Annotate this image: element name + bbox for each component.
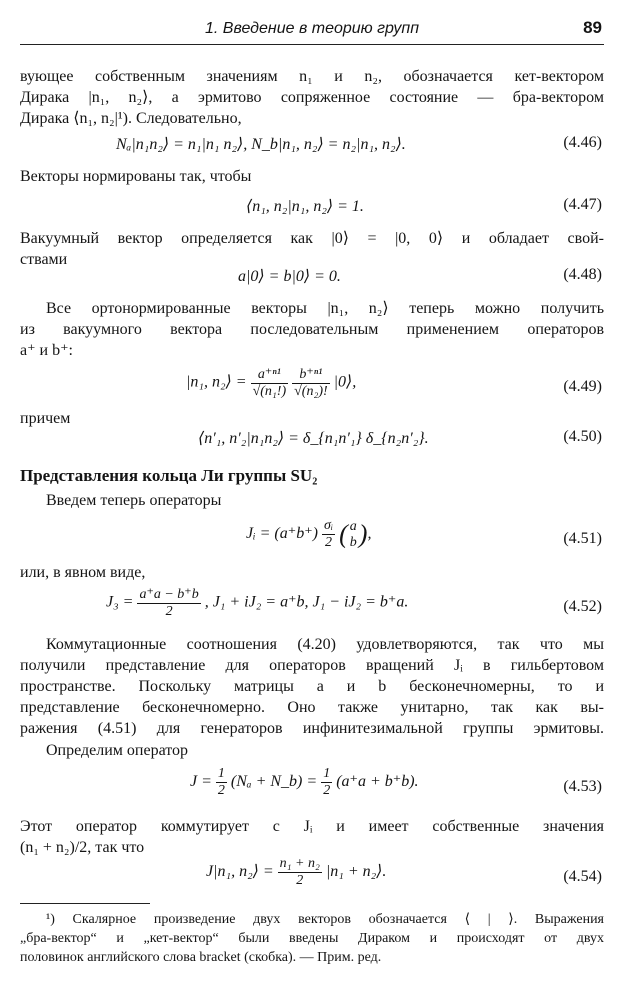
equation-number: (4.51)	[563, 530, 602, 547]
equation-body: ⟨n₁, n₂|n₁, n₂⟩ = 1.	[246, 198, 364, 215]
paragraph-1	[20, 66, 604, 129]
fraction-numerator: 1	[217, 766, 225, 781]
fraction	[321, 766, 332, 799]
equation-number: (4.50)	[563, 428, 602, 445]
equation-body	[246, 518, 371, 551]
text-line: a⁺ и b⁺:	[20, 342, 73, 359]
equation-4-54	[20, 856, 604, 900]
text-line: Векторы нормированы так, чтобы	[20, 168, 252, 185]
equation-body: a|0⟩ = b|0⟩ = 0.	[238, 268, 341, 285]
equation-body	[106, 586, 408, 620]
fraction	[322, 518, 335, 551]
fraction-numerator: σᵢ	[323, 518, 334, 533]
paragraph-6	[20, 490, 604, 511]
running-header	[20, 16, 604, 45]
equation-rhs: (a⁺a + b⁺b).	[336, 773, 419, 791]
equation-rhs: ,	[367, 525, 372, 543]
vector-top: a	[349, 518, 357, 534]
text-line: пространстве. Поскольку матрицы a и b бесконечномерны, то и	[20, 678, 604, 695]
fraction-denominator: 2	[296, 873, 304, 888]
footnote-separator	[20, 903, 150, 904]
text-line: ствами	[20, 251, 68, 268]
equation-lhs: Jᵢ = (a⁺b⁺)	[246, 525, 318, 543]
fraction-denominator: √(n₁!)	[252, 384, 287, 399]
paragraph-8	[20, 634, 604, 739]
fraction	[251, 366, 289, 400]
chapter-title: 1. Введение в теорию групп	[204, 20, 420, 37]
fraction	[278, 856, 322, 889]
column-vector	[348, 519, 359, 551]
equation-number: (4.53)	[563, 778, 602, 795]
footnote	[20, 910, 604, 967]
fraction-denominator: 2	[217, 783, 225, 798]
fraction	[216, 766, 227, 799]
equation-4-52	[20, 584, 604, 628]
equation-number: (4.52)	[563, 598, 602, 615]
fraction-denominator: 2	[323, 783, 331, 798]
text-line: получили представление для операторов вращений Jᵢ в гильбертовом	[20, 657, 604, 674]
equation-4-51	[20, 516, 604, 560]
paragraph-9	[20, 740, 604, 761]
equation-4-49	[20, 364, 604, 410]
paragraph-7	[20, 562, 604, 583]
equation-rhs: |0⟩,	[333, 373, 357, 391]
fraction-numerator: b⁺ⁿ¹	[292, 366, 330, 384]
left-paren: (	[339, 519, 348, 549]
equation-number: (4.46)	[563, 134, 602, 151]
equation-rhs: , J₁ + iJ₂ = a⁺b, J₁ − iJ₂ = b⁺a.	[204, 593, 409, 611]
text-line: Вакуумный вектор определяется как |0⟩ = |0, 0⟩ и обладает свой-	[20, 230, 604, 247]
right-paren: )	[358, 519, 368, 549]
equation-body	[186, 366, 356, 400]
paragraph-10	[20, 816, 604, 858]
text-line: Коммутационные соотношения (4.20) удовлетворяются, так что мы	[46, 636, 604, 653]
equation-body: Nₐ|n₁n₂⟩ = n₁|n₁ n₂⟩, N_b|n₁, n₂⟩ = n₂|n₁, n₂⟩.	[116, 136, 406, 153]
equation-4-46	[20, 130, 604, 160]
text-line: вующее собственным значениям n₁ и n₂, обозначается кет-вектором	[20, 68, 604, 85]
vector-bottom: b	[349, 534, 357, 550]
equation-rhs: |n₁ + n₂⟩.	[325, 863, 387, 881]
paragraph-4	[20, 298, 604, 361]
text-line: Введем теперь операторы	[46, 492, 222, 509]
section-heading: Представления кольца Ли группы SU₂	[20, 466, 318, 485]
fraction-denominator: √(n₂)!	[294, 384, 328, 399]
equation-lhs: J =	[190, 773, 212, 791]
text-line: Дирака |n₁, n₂⟩, а эрмитово сопряженное состояние — бра-вектором	[20, 89, 604, 106]
equation-4-48	[20, 262, 604, 292]
equation-body	[190, 766, 419, 799]
equation-lhs: |n₁, n₂⟩ =	[186, 373, 247, 391]
equation-4-50	[20, 424, 604, 454]
text-line: или, в явном виде,	[20, 564, 146, 581]
equation-body	[206, 856, 386, 889]
text-line: представление бесконечномерно. Оно также унитарно, так как вы-	[20, 699, 604, 716]
footnote-line: „бра-вектор“ и „кет-вектор“ были введены Дираком и происходят от двух	[20, 931, 604, 946]
text-line: (n₁ + n₂)/2, так что	[20, 839, 145, 856]
text-line: Определим оператор	[46, 742, 189, 759]
fraction	[292, 366, 330, 400]
text-line: из вакуумного вектора последовательным применением операторов	[20, 321, 604, 338]
equation-number: (4.54)	[563, 868, 602, 885]
footnote-line: ¹) Скалярное произведение двух векторов обозначается ⟨ | ⟩. Выражения	[46, 912, 604, 927]
equation-middle: (Nₐ + N_b) =	[230, 773, 318, 791]
equation-lhs: J₃ =	[106, 593, 134, 611]
footnote-line: половинок английского слова bracket (скобка). — Прим. ред.	[20, 950, 382, 965]
equation-4-53	[20, 764, 604, 808]
equation-lhs: J|n₁, n₂⟩ =	[206, 863, 274, 881]
equation-number: (4.49)	[563, 378, 602, 395]
fraction-numerator: 1	[323, 766, 331, 781]
text-line: ражения (4.51) для генераторов инфинитезимальной группы эрмитовы.	[20, 720, 604, 737]
fraction-denominator: 2	[325, 535, 333, 550]
fraction-numerator: n₁ + n₂	[279, 856, 320, 871]
fraction-denominator: 2	[165, 604, 173, 619]
equation-number: (4.47)	[563, 196, 602, 213]
text-line: причем	[20, 410, 71, 427]
paragraph-2	[20, 166, 604, 187]
equation-body: ⟨n′₁, n′₂|n₁n₂⟩ = δ_{n₁n′₁} δ_{n₂n′₂}.	[198, 430, 429, 447]
equation-number: (4.48)	[563, 266, 602, 283]
fraction-numerator: a⁺ⁿ¹	[251, 366, 289, 384]
text-line: Этот оператор коммутирует с Jᵢ и имеет собственные значения	[20, 818, 604, 835]
page-number: 89	[583, 18, 602, 37]
fraction	[137, 586, 200, 620]
text-line: Все ортонормированные векторы |n₁, n₂⟩ теперь можно получить	[46, 300, 604, 317]
equation-4-47	[20, 192, 604, 222]
text-line: Дирака ⟨n₁, n₂|¹). Следовательно,	[20, 110, 242, 127]
fraction-numerator: a⁺a − b⁺b	[139, 587, 199, 602]
